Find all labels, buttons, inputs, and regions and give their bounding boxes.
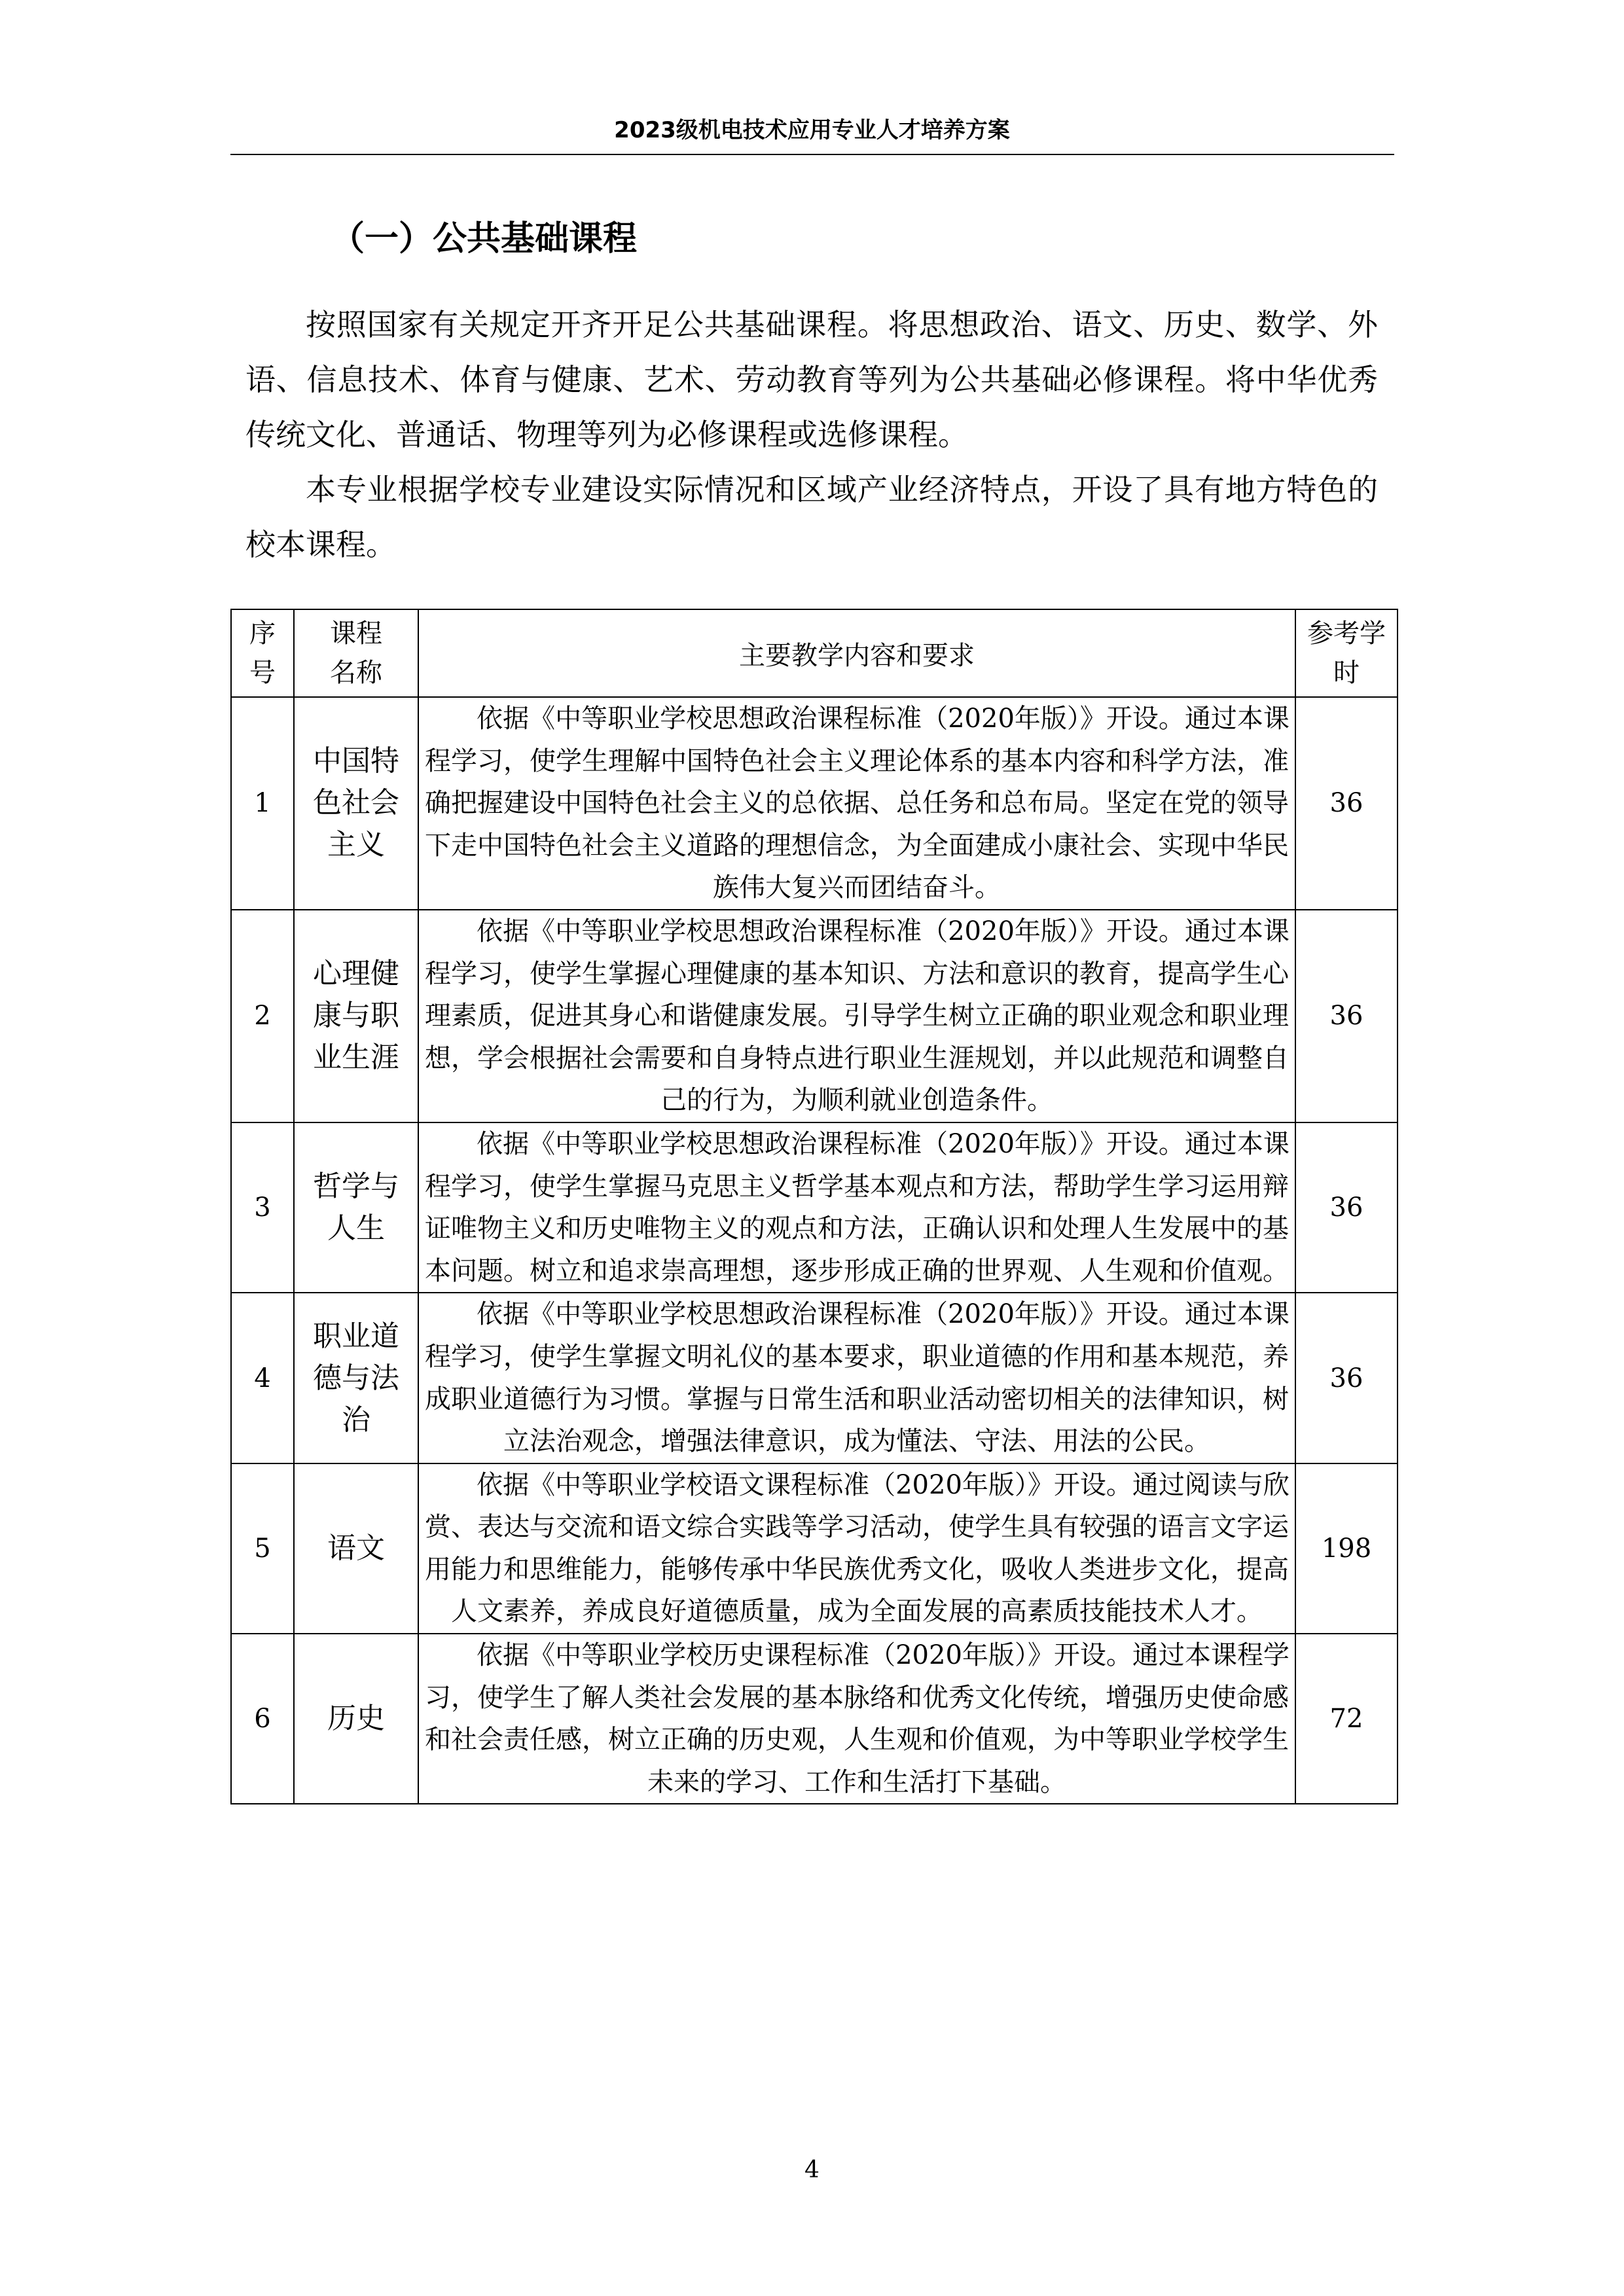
- row-hours: 72: [1295, 1634, 1398, 1804]
- row-content: 依据《中等职业学校思想政治课程标准（2020年版）》开设。通过本课程学习，使学生理解中国特色社会主义理论体系的基本内容和科学方法，准确把握建设中国特色社会主义的总依据、总任务和总布局。坚定在党的领导下走中国特色社会主义道路的理想信念，为全面建成小康社会、实现中华民族伟大复兴而团结奋斗。: [418, 697, 1295, 910]
- row-no: 6: [231, 1634, 294, 1804]
- header-hours: 参考学时: [1295, 609, 1398, 697]
- row-content: 依据《中等职业学校思想政治课程标准（2020年版）》开设。通过本课程学习，使学生掌握文明礼仪的基本要求，职业道德的作用和基本规范，养成职业道德行为习惯。掌握与日常生活和职业活动密切相关的法律知识，树立法治观念，增强法律意识，成为懂法、守法、用法的公民。: [418, 1293, 1295, 1463]
- row-course-name: 哲学与人生: [294, 1122, 418, 1293]
- intro-paragraph-1: [245, 297, 1378, 462]
- header-no: 序号: [231, 609, 294, 697]
- row-hours: 36: [1295, 1293, 1398, 1463]
- row-content: 依据《中等职业学校历史课程标准（2020年版）》开设。通过本课程学习，使学生了解人类社会发展的基本脉络和优秀文化传统，增强历史使命感和社会责任感，树立正确的历史观，人生观和价值观，为中等职业学校学生未来的学习、工作和生活打下基础。: [418, 1634, 1295, 1804]
- section-heading: （一）公共基础课程: [331, 219, 638, 259]
- table-row: [231, 1634, 1398, 1804]
- table-row: [231, 1463, 1398, 1634]
- row-course-name: 职业道德与法治: [294, 1293, 418, 1463]
- table-row: [231, 1293, 1398, 1463]
- row-course-name: 中国特色社会主义: [294, 697, 418, 910]
- course-table: [230, 609, 1398, 1804]
- header-content: 主要教学内容和要求: [418, 609, 1295, 697]
- row-content: 依据《中等职业学校思想政治课程标准（2020年版）》开设。通过本课程学习，使学生掌握心理健康的基本知识、方法和意识的教育，提高学生心理素质，促进其身心和谐健康发展。引导学生树立正确的职业观念和职业理想，学会根据社会需要和自身特点进行职业生涯规划，并以此规范和调整自己的行为，为顺利就业创造条件。: [418, 910, 1295, 1122]
- header-name: 课程名称: [294, 609, 418, 697]
- table-row: [231, 697, 1398, 910]
- row-hours: 36: [1295, 1122, 1398, 1293]
- header-divider: [230, 154, 1394, 155]
- document-header-title: 2023级机电技术应用专业人才培养方案: [614, 117, 1010, 143]
- row-no: 3: [231, 1122, 294, 1293]
- paragraph-text: 本专业根据学校专业建设实际情况和区域产业经济特点，开设了具有地方特色的校本课程。: [245, 472, 1378, 562]
- row-no: 5: [231, 1463, 294, 1634]
- row-no: 2: [231, 910, 294, 1122]
- row-content: 依据《中等职业学校思想政治课程标准（2020年版）》开设。通过本课程学习，使学生掌握马克思主义哲学基本观点和方法，帮助学生学习运用辩证唯物主义和历史唯物主义的观点和方法，正确认识和处理人生发展中的基本问题。树立和追求崇高理想，逐步形成正确的世界观、人生观和价值观。: [418, 1122, 1295, 1293]
- row-no: 1: [231, 697, 294, 910]
- page-number: 4: [804, 2157, 820, 2183]
- intro-paragraph-2: [245, 462, 1378, 572]
- table-header-row: [231, 609, 1398, 697]
- table-row: [231, 910, 1398, 1122]
- row-hours: 198: [1295, 1463, 1398, 1634]
- row-no: 4: [231, 1293, 294, 1463]
- row-hours: 36: [1295, 910, 1398, 1122]
- row-course-name: 历史: [294, 1634, 418, 1804]
- row-course-name: 语文: [294, 1463, 418, 1634]
- row-hours: 36: [1295, 697, 1398, 910]
- table-row: [231, 1122, 1398, 1293]
- paragraph-text: 按照国家有关规定开齐开足公共基础课程。将思想政治、语文、历史、数学、外语、信息技术、体育与健康、艺术、劳动教育等列为公共基础必修课程。将中华优秀传统文化、普通话、物理等列为必修课程或选修课程。: [245, 307, 1378, 452]
- row-content: 依据《中等职业学校语文课程标准（2020年版）》开设。通过阅读与欣赏、表达与交流和语文综合实践等学习活动，使学生具有较强的语言文字运用能力和思维能力，能够传承中华民族优秀文化，吸收人类进步文化，提高人文素养，养成良好道德质量，成为全面发展的高素质技能技术人才。: [418, 1463, 1295, 1634]
- row-course-name: 心理健康与职业生涯: [294, 910, 418, 1122]
